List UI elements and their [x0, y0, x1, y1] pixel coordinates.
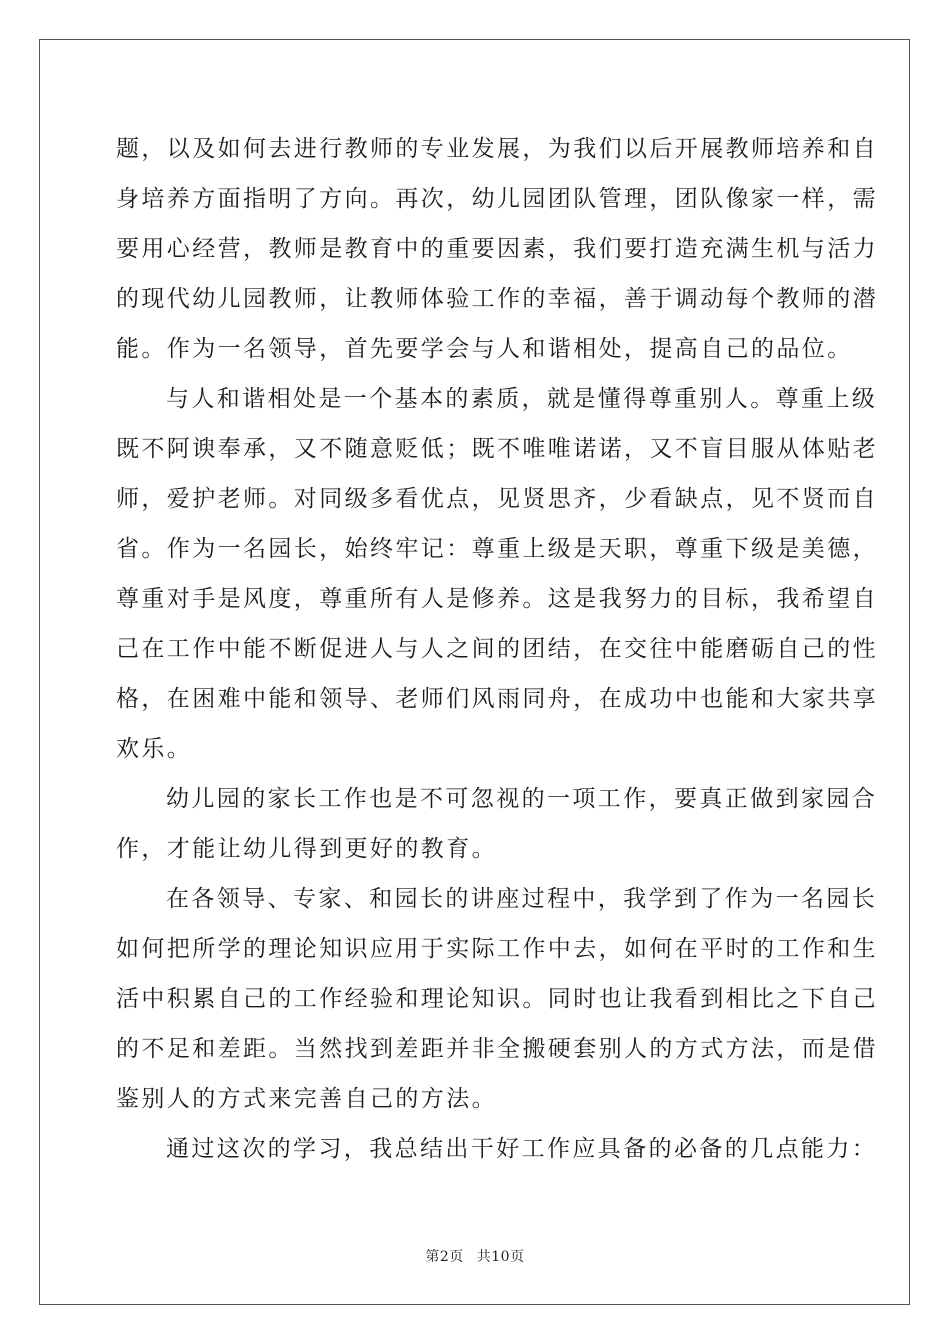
- paragraph-2: [116, 374, 878, 774]
- paragraph-5: [116, 1124, 878, 1174]
- text-line: 身培养方面指明了方向。再次，幼儿园团队管理，团队像家一样，需: [116, 186, 878, 212]
- text-line: 师，爱护老师。对同级多看优点，见贤思齐，少看缺点，见不贤而自: [116, 486, 878, 512]
- text-line: 活中积累自己的工作经验和理论知识。同时也让我看到相比之下自己: [116, 986, 878, 1012]
- text-line: 欢乐。: [116, 736, 193, 762]
- total-pages: 共10页: [476, 1249, 525, 1265]
- text-line: 的不足和差距。当然找到差距并非全搬硬套别人的方式方法，而是借: [116, 1036, 878, 1062]
- paragraph-4: [116, 874, 878, 1124]
- text-line: 幼儿园的家长工作也是不可忽视的一项工作，要真正做到家园合: [166, 786, 878, 812]
- paragraph-1: [116, 124, 878, 374]
- text-line: 既不阿谀奉承，又不随意贬低；既不唯唯诺诺，又不盲目服从体贴老: [116, 436, 878, 462]
- text-line: 在各领导、专家、和园长的讲座过程中，我学到了作为一名园长: [166, 886, 878, 912]
- text-line: 题，以及如何去进行教师的专业发展，为我们以后开展教师培养和自: [116, 136, 878, 162]
- document-body: [116, 124, 878, 1174]
- text-line: 与人和谐相处是一个基本的素质，就是懂得尊重别人。尊重上级: [166, 386, 878, 412]
- text-line: 己在工作中能不断促进人与人之间的团结，在交往中能磨砺自己的性: [116, 636, 878, 662]
- text-line: 能。作为一名领导，首先要学会与人和谐相处，提高自己的品位。: [116, 336, 853, 362]
- text-line: 作，才能让幼儿得到更好的教育。: [116, 836, 497, 862]
- text-line: 的现代幼儿园教师，让教师体验工作的幸福，善于调动每个教师的潜: [116, 286, 878, 312]
- page-footer: [0, 1246, 950, 1266]
- text-line: 如何把所学的理论知识应用于实际工作中去，如何在平时的工作和生: [116, 936, 878, 962]
- page-number: 第2页: [425, 1249, 464, 1265]
- text-line: 格，在困难中能和领导、老师们风雨同舟，在成功中也能和大家共享: [116, 686, 878, 712]
- text-line: 通过这次的学习，我总结出干好工作应具备的必备的几点能力：: [166, 1136, 878, 1162]
- text-line: 尊重对手是风度，尊重所有人是修养。这是我努力的目标，我希望自: [116, 586, 878, 612]
- text-line: 省。作为一名园长，始终牢记：尊重上级是天职，尊重下级是美德，: [116, 536, 878, 562]
- text-line: 鉴别人的方式来完善自己的方法。: [116, 1086, 497, 1112]
- text-line: 要用心经营，教师是教育中的重要因素，我们要打造充满生机与活力: [116, 236, 878, 262]
- paragraph-3: [116, 774, 878, 874]
